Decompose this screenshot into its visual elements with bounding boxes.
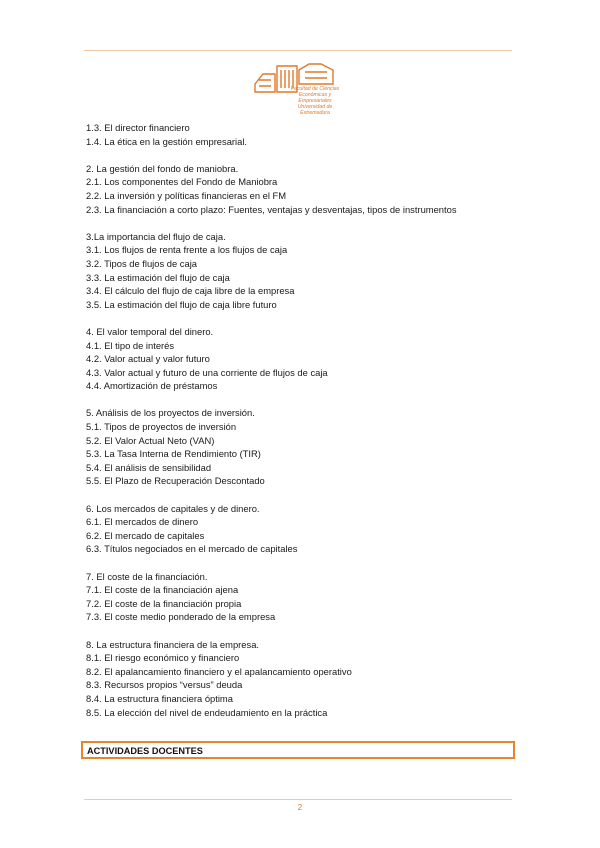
outline-item: 3.2. Tipos de flujos de caja: [86, 257, 198, 269]
outline-item: 6. Los mercados de capitales y de dinero.: [86, 502, 260, 514]
outline-item: 8.1. El riesgo económico y financiero: [86, 652, 240, 664]
footer-rule: [84, 799, 512, 800]
outline-item: 2.2. La inversión y políticas financieras en el FM: [86, 189, 287, 201]
outline-item: 3.1. Los flujos de renta frente a los flujos de caja: [86, 244, 288, 256]
outline-item: 4.2. Valor actual y valor futuro: [86, 353, 210, 365]
logo-caption-line: Universidad de Extremadura: [297, 104, 333, 116]
outline-item: 8.3. Recursos propios “versus” deuda: [86, 679, 243, 691]
logo-caption: [290, 86, 340, 116]
outline-item: 4.3. Valor actual y futuro de una corriente de flujos de caja: [86, 366, 328, 378]
outline-item: 4.1. El tipo de interés: [86, 339, 175, 351]
page-number: 2: [297, 803, 303, 812]
logo-caption-line: Económicas y Empresariales: [298, 92, 332, 104]
outline-item: 8. La estructura financiera de la empresa.: [86, 638, 260, 650]
header-rule: [84, 50, 512, 51]
section-spacer: [86, 624, 526, 638]
outline-item: 7.3. El coste medio ponderado de la empresa: [86, 611, 276, 623]
outline-item: 2.3. La financiación a corto plazo: Fuentes, ventajas y desventajas, tipos de instrumentos: [86, 203, 457, 215]
outline-item: 8.5. La elección del nivel de endeudamiento en la práctica: [86, 706, 328, 718]
outline-item: 4.4. Amortización de préstamos: [86, 380, 218, 392]
section-spacer: [86, 488, 526, 502]
activities-section-header: [81, 741, 515, 759]
outline-item: 5. Análisis de los proyectos de inversión.: [86, 407, 255, 419]
outline-item: 7. El coste de la financiación.: [86, 570, 208, 582]
outline-item: 8.2. El apalancamiento financiero y el apalancamiento operativo: [86, 665, 352, 677]
logo-caption-line: Facultad de Ciencias: [290, 86, 340, 92]
outline-item: 7.2. El coste de la financiación propia: [86, 597, 242, 609]
outline-item: 3.3. La estimación del flujo de caja: [86, 271, 230, 283]
outline-item: 2. La gestión del fondo de maniobra.: [86, 162, 239, 174]
section-spacer: [86, 393, 526, 407]
outline-item: 5.4. El análisis de sensibilidad: [86, 461, 212, 473]
section-spacer: [86, 556, 526, 570]
outline-item: 2.1. Los componentes del Fondo de Maniobra: [86, 176, 278, 188]
section-spacer: [86, 216, 526, 230]
section-spacer: [86, 311, 526, 325]
outline-item: 3.La importancia del flujo de caja.: [86, 230, 226, 242]
activities-heading: ACTIVIDADES DOCENTES: [87, 746, 203, 756]
outline-item: 4. El valor temporal del dinero.: [86, 325, 214, 337]
section-spacer: [86, 148, 526, 162]
outline-item: 1.3. El director financiero: [86, 122, 190, 133]
outline-item: 5.1. Tipos de proyectos de inversión: [86, 421, 237, 433]
outline-item: 5.3. La Tasa Interna de Rendimiento (TIR): [86, 448, 261, 460]
outline-item: 6.2. El mercado de capitales: [86, 529, 205, 541]
outline-item: 1.4. La ética en la gestión empresarial.: [86, 135, 248, 147]
outline-item: 6.3. Títulos negociados en el mercado de capitales: [86, 543, 298, 555]
outline-item: 7.1. El coste de la financiación ajena: [86, 584, 239, 596]
outline-item: 3.5. La estimación del flujo de caja libre futuro: [86, 298, 277, 310]
outline-item: 5.2. El Valor Actual Neto (VAN): [86, 434, 215, 446]
outline-item: 8.4. La estructura financiera óptima: [86, 692, 233, 704]
outline-item: 6.1. El mercados de dinero: [86, 516, 199, 528]
outline-item: 3.4. El cálculo del flujo de caja libre de la empresa: [86, 285, 295, 297]
outline-item: 5.5. El Plazo de Recuperación Descontado: [86, 475, 265, 487]
syllabus-outline: [86, 121, 526, 719]
